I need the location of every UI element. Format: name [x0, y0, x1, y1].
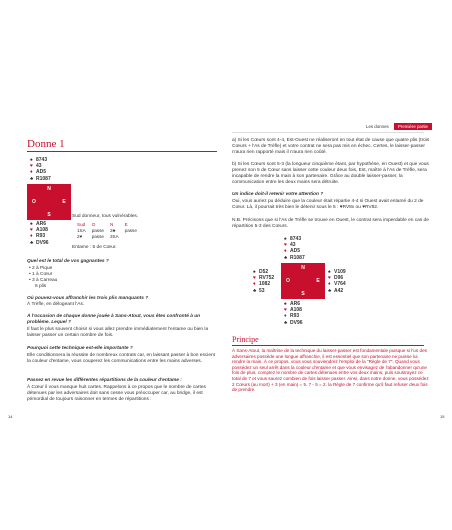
question-4: Pourquoi cette technique est-elle importante ? — [27, 346, 133, 351]
tab-premiere-partie[interactable]: Première partie — [394, 123, 432, 130]
paragraph-a: a) Si les Cœurs sont 4-4, Est-Ouest ne réaliseront en tout état de cause que quatre plis (trois Cœurs + l'As de Trèfle) et votre contrat ne sera pas mis en échec. Certes, le laisser-passer n'aura rien rapporté mais il n'aura rien coûté. — [232, 138, 430, 155]
compass-east: E — [62, 199, 66, 205]
west-hand: ♠D52 ♥RV752 ♦1082 ♣53 — [253, 269, 274, 294]
page-number-left: 14 — [8, 414, 13, 419]
east-hand: ♠V109 ♥D96 ♦V764 ♣A42 — [328, 269, 346, 294]
answer-5: À Cœur il vous manque huit cartes. Rappelons à ce propos que le nombre de cartes détenues par les adversaires doit sans cesse vous préoccuper car, au bridge, il est primordial de toujours raisonner en termes de répartitions : — [27, 385, 206, 402]
north-spades: ♠8743 — [30, 157, 51, 163]
tab-les-donnes[interactable]: Les donnes — [366, 124, 389, 129]
question-info: Un indice doit-il retenir votre attention ? — [232, 192, 324, 197]
compass-north: N — [47, 186, 51, 192]
south-hearts: ♥A108 — [30, 227, 49, 233]
question-3: À l'occasion de chaque donne jouée à Sans-Atout, vous êtes confronté à un problème. Lequel ? — [27, 314, 201, 325]
answer-4: Elle conditionnera la réussite de nombreux contrats car, en laissant passer à bon escient la couleur d'entame, vous couperez les communications entre les mains adverses. — [27, 353, 215, 364]
compass-west: O — [32, 199, 36, 205]
south-clubs: ♣DV96 — [30, 240, 49, 246]
compass-west: O — [286, 278, 290, 284]
north-clubs: ♣R1087 — [30, 176, 51, 182]
page-number-right: 15 — [440, 414, 445, 419]
principe-text: À Sans-Atout, la maîtrise de la technique du laisser-passer est fondamentale puisque si l'un des adversaires possède une longue affranchie, il est essentiel que son partenaire ne puisse lui rendre la main. À ce propos, vous vous souviendrez l'emploi de la "Règle de 7". Quand vous possédez un seul arrêt dans la couleur d'entame et que vous envisagez de l'abandonner qu'une fois de plus, comptez le nombre de cartes détenues entre vos deux mains, puis soustrayez ce total de 7 et vous saurez combien de fois laisser passer. Ainsi, dans notre donne, vous possédez 2 Cœurs (au mort) + 3 (en main) = 5. 7 - 5 = 2. la Règle de 7 confirme qu'il faut refuser deux fois de prendre. — [232, 348, 429, 393]
question-1: Quel est le total de vos gagnantes ? — [27, 259, 109, 264]
north-hand-full: ♠8743 ♥43 ♦AD5 ♣R1087 — [284, 236, 305, 261]
nb-note: N.B. Précisons que si l'As de Trèfle se trouve en Ouest, le contrat sera imperdable en cas de répartition 5-3 des Cœurs. — [232, 218, 429, 229]
south-spades: ♠AR6 — [30, 221, 49, 227]
lead-text: Entame : 5 de Cœur. — [72, 245, 117, 250]
question-5: Passez en revue les différentes répartitions de la couleur d'entame : — [27, 378, 182, 383]
north-hearts: ♥43 — [30, 163, 51, 169]
compass-south: S — [47, 212, 51, 218]
bidding-row: 2♥ passe 3SA — [77, 234, 119, 239]
answer-info: Oui, vous auriez pu déduire que la couleur était répartie 4-4 si Ouest avait entamé du 2 de Cœur. Là, il pourrait très bien le détenir sous le 5 : ♥RV8x ou ♥RV82. — [232, 199, 424, 210]
north-diamonds: ♦AD5 — [30, 169, 51, 175]
south-diamonds: ♦R93 — [30, 233, 49, 239]
donne-title: Donne 1 — [27, 138, 65, 150]
bidding-row: 1SA passe 2♣ passe — [77, 228, 137, 233]
header-rule — [232, 132, 424, 133]
section-tabs — [366, 124, 432, 129]
paragraph-b: b) Si les Cœurs sont 5-3 (la longueur cinquième étant, par hypothèse, en Ouest) et que vous prenez son 5 de Cœur sans laisser cette couleur deux fois, Est, maître à l'As de Trèfle, sera incapable de rendre la main à son partenaire. Grâce au double laisser-passer, la communication entre les deux mains sera détruite. — [232, 162, 429, 185]
compass-east: E — [316, 278, 320, 284]
compass-rose-full — [281, 263, 325, 299]
answer-3: Il faut le plus souvent choisir si vous allez prendre immédiatement l'entame ou bien la laisser passer un certain nombre de fois. — [27, 327, 209, 338]
south-hand-full: ♠AR6 ♥A108 ♦R93 ♣DV96 — [284, 301, 303, 326]
winners-list: • 2 à Pique • 1 à Cœur • 3 à Carreau 6 plis — [29, 266, 58, 289]
compass-south: S — [301, 291, 305, 297]
principe-title: Principe — [232, 335, 259, 344]
answer-2: À Trèfle, en délogeant l'As. — [27, 302, 85, 307]
compass-north: N — [301, 265, 305, 271]
bidding-header-row: Sud O N E — [77, 222, 128, 227]
question-2: Où pouvez-vous affranchir les trois plis manquants ? — [27, 296, 149, 301]
deal-info: Sud donneur, tous vulnérables. — [72, 214, 139, 219]
principe-rule — [232, 345, 424, 346]
